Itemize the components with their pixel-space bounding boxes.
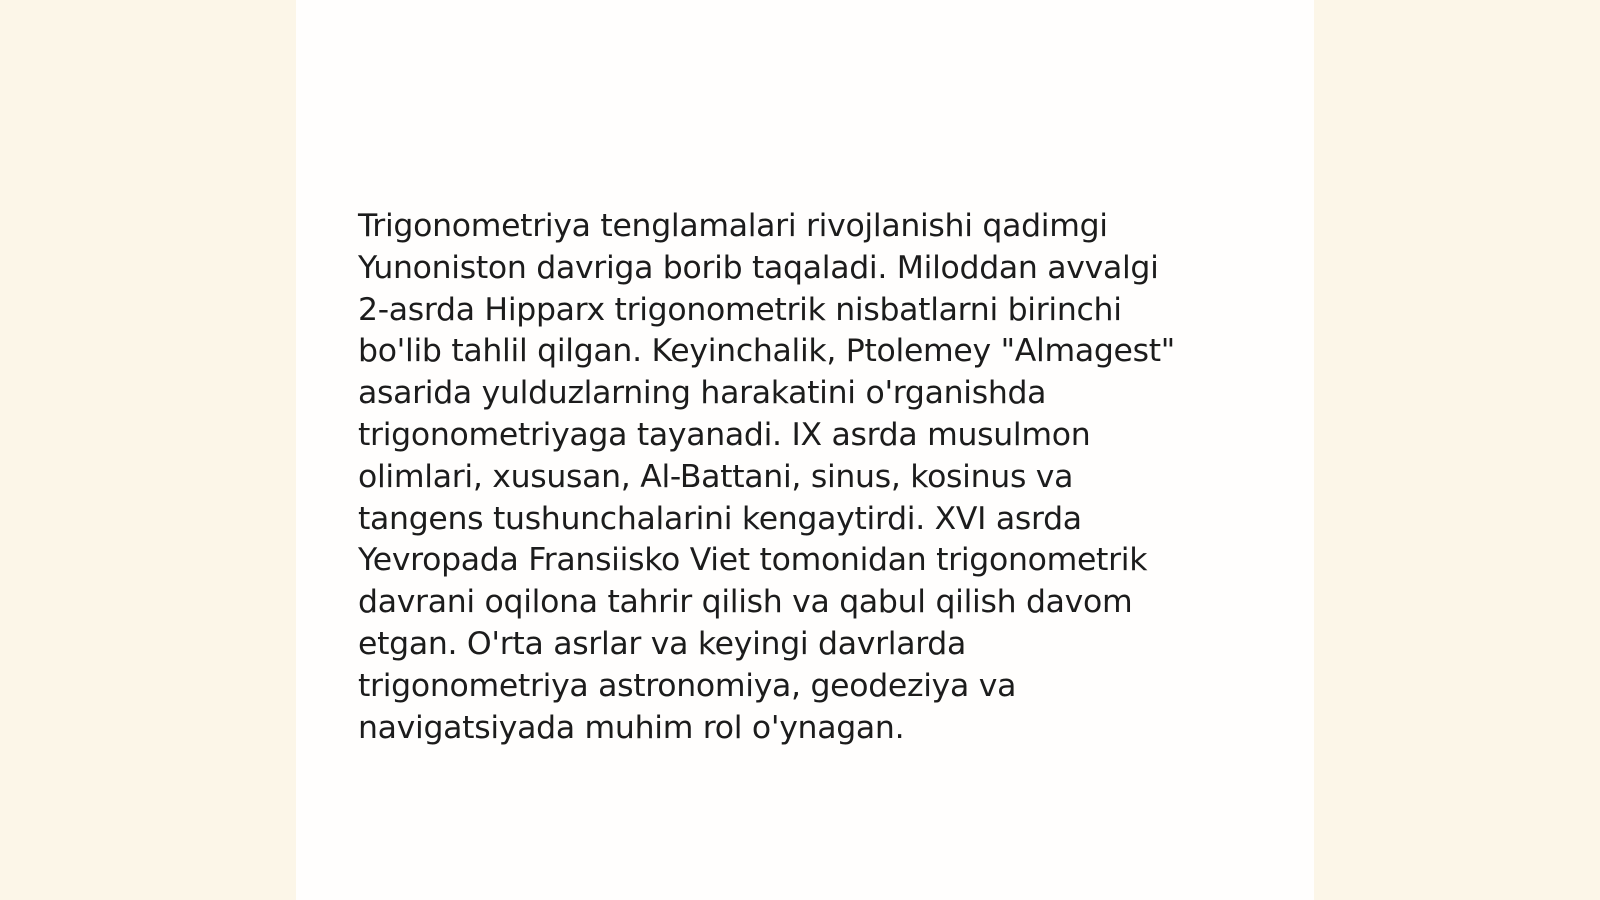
paragraph-line: davrani oqilona tahrir qilish va qabul qilish davom: [358, 584, 1133, 621]
paragraph-line: bo'lib tahlil qilgan. Keyinchalik, Ptolemey "Almagest": [358, 333, 1175, 370]
left-margin-panel: [0, 0, 296, 900]
paragraph-line: asarida yulduzlarning harakatini o'rganishda: [358, 375, 1047, 412]
paragraph-line: etgan. O'rta asrlar va keyingi davrlarda: [358, 625, 966, 662]
paragraph-line: Trigonometriya tenglamalari rivojlanishi qadimgi: [358, 208, 1108, 244]
paragraph-line: navigatsiyada muhim rol o'ynagan.: [358, 709, 905, 746]
paragraph-line: trigonometriyaga tayanadi. IX asrda musulmon: [358, 416, 1091, 453]
paragraph-line: trigonometriya astronomiya, geodeziya va: [358, 667, 1017, 704]
right-margin-panel: [1304, 0, 1600, 900]
body-paragraph: [358, 206, 1248, 749]
paragraph-line: Yunoniston davriga borib taqaladi. Miloddan avvalgi: [358, 249, 1159, 286]
paragraph-line: tangens tushunchalarini kengaytirdi. XVI asrda: [358, 500, 1082, 537]
paragraph-line: 2-asrda Hipparx trigonometrik nisbatlarni birinchi: [358, 291, 1122, 328]
paragraph-line: olimlari, xususan, Al-Battani, sinus, kosinus va: [358, 458, 1074, 495]
paragraph-line: Yevropada Fransiisko Viet tomonidan trigonometrik: [358, 542, 1148, 579]
document-page: [296, 0, 1314, 900]
